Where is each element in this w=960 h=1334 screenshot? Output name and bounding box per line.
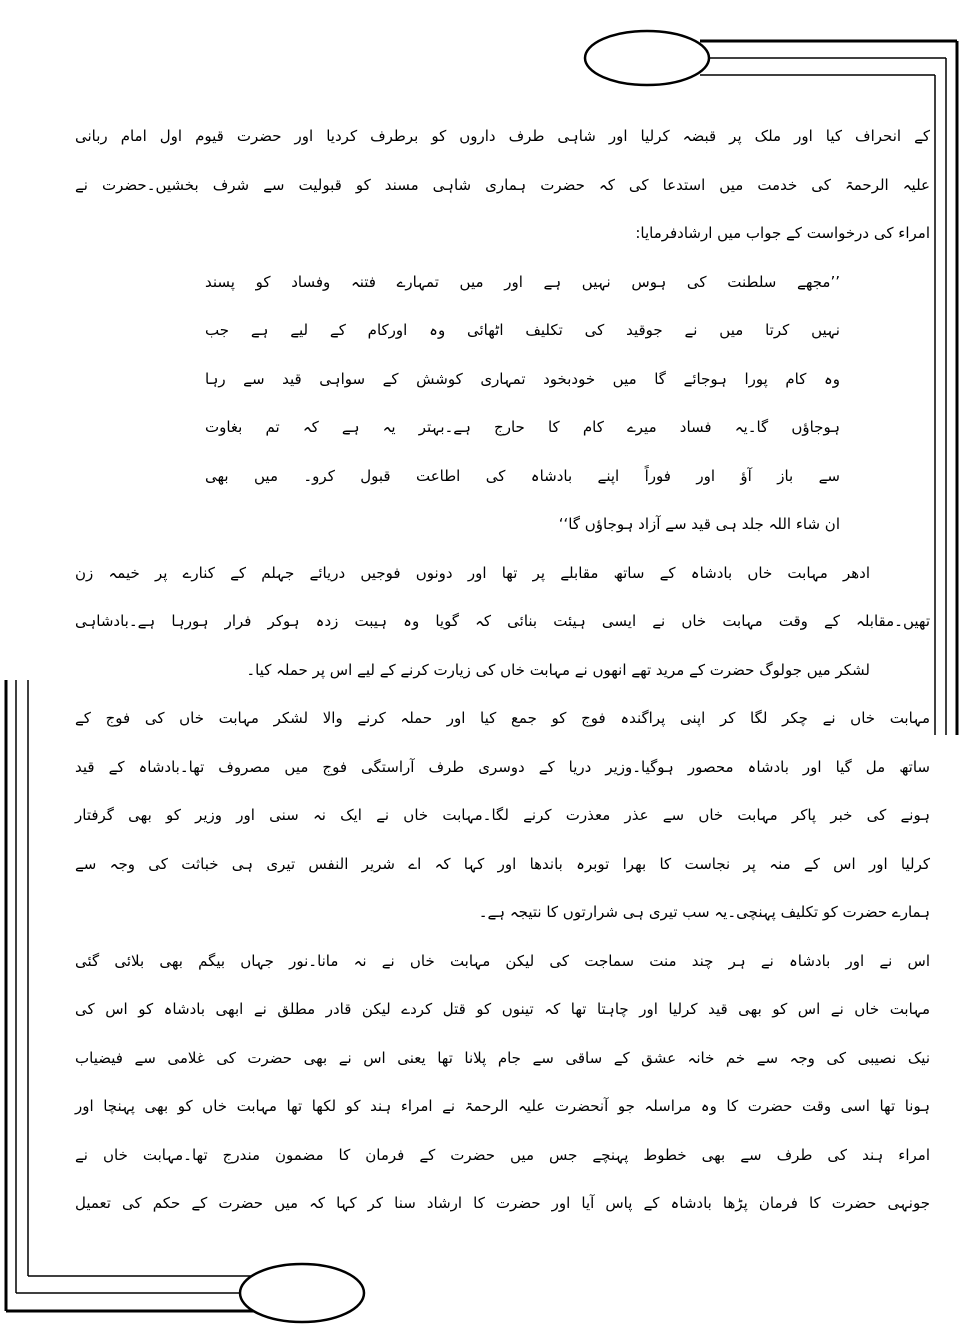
quote-line: وہ کام پورا ہوجائے گا میں خودبخود تمہاری کوشش کے سواہی قید سے رہا [205, 369, 840, 388]
text-line: امراء ہند کی طرف سے بھی خطوط پہنچے جس میں حضرت کے فرمان کا مضمون مندرج تھا۔مہابت خاں نے [75, 1145, 930, 1164]
text-line: نیک نصیبی کی وجہ سے خم خانہ عشق کے ساقی سے جام پلانا تھا یعنی اس نے بھی حضرت کی غلامی سے فیضیاب [75, 1048, 930, 1067]
text-line: امراء کی درخواست کے جواب میں ارشادفرمایا: [635, 224, 930, 242]
quote-line: نہیں کرتا میں نے جوقید کی تکلیف اٹھائی وہ اورکام کے لیے ہے جب [205, 321, 840, 339]
text-line: اس نے اور بادشاہ نے ہر چند منت سماجت کی لیکن مہابت خاں نے نہ مانا۔نور جہاں بیگم بھی بلائی گئی [75, 951, 930, 970]
text-line: مہابت خاں نے چکر لگا کر اپنی پراگندہ فوج کو جمع کیا اور حملہ کرنے والا لشکر مہابت خاں کی فوج کے [75, 709, 930, 727]
text-line: مہابت خاں نے اس کو بھی قید کرلیا اور چاہتا تھا کہ تینوں کو قتل کردے لیکن قادر مطلق نے ابھی بادشاہ کو اس کی [75, 1000, 930, 1018]
text-line: تھیں۔مقابلہ کے وقت مہابت خاں نے ایسی ہیئت بنائی کہ گویا وہ ہیبت زدہ ہوکر فرار ہورہا ہے۔بادشاہی [75, 612, 930, 630]
text-line: ہونے کی خبر پاکر مہابت خاں سے عذر معذرت کرنے لگا۔مہابت خاں نے ایک نہ سنی اور وزیر کو بھی گرفتار [75, 806, 930, 824]
quote-line: ’’مجھے سلطنت کی ہوس نہیں ہے اور میں تمہارے فتنہ وفساد کو پسند [205, 272, 840, 291]
page-body [75, 112, 930, 1228]
text-line: ساتھ مل گیا اور بادشاہ محصور ہوگیا۔وزیر دریا کے دوسری طرف آراستگی فوج میں مصروف تھا۔بادشاہ کے قید [75, 757, 930, 776]
text-line: علیہ الرحمۃ کی خدمت میں استدعا کی کہ حضرت ہماری شاہی مسند کو قبولیت سے شرف بخشیں۔حضرت نے [75, 175, 930, 194]
quote-line: سے باز آؤ اور فوراً اپنے بادشاہ کی اطاعت قبول کرو۔ میں بھی [205, 466, 840, 485]
text-line: کرلیا اور اس کے منہ پر نجاست کا بھرا توبرہ باندھا اور کہا کہ اے شریر النفس تیری ہی خباثت کی وجہ سے [75, 854, 930, 873]
text-line: جونہی حضرت کا فرمان پڑھا بادشاہ کے پاس آیا اور حضرت کا ارشاد سنا کر کہا کہ میں حضرت کے حکم کی تعمیل [75, 1194, 930, 1212]
text-line: ہمارے حضرت کو تکلیف پہنچی۔یہ سب تیری ہی شرارتوں کا نتیجہ ہے۔ [478, 903, 930, 921]
text-line: لشکر میں جولوگ حضرت کے مرید تھے انھوں نے مہابت خاں کی زیارت کرنے کے لیے اس پر حملہ کیا۔ [246, 660, 870, 679]
quote-line: ہوجاؤں گا۔یہ فساد میرے کام کا حارج ہے۔بہتر یہ ہے کہ تم بغاوت [205, 418, 840, 436]
text-line: ادھر مہابت خاں بادشاہ کے ساتھ مقابلے پر تھا اور دونوں فوجیں دریائے جہلم کے کنارے پر خیمہ زن [75, 563, 870, 582]
quote-line: ان شاء اللہ جلد ہی قید سے آزاد ہوجاؤں گا‘‘ [558, 515, 840, 533]
text-line: ہونا تھا اسی وقت حضرت کا وہ مراسلہ جو آنحضرت علیہ الرحمۃ نے امراء ہند کو لکھا تھا مہابت خاں کو بھی پہنچا اور [75, 1097, 930, 1115]
quotation-block [205, 258, 840, 549]
text-line: کے انحراف کیا اور ملک پر قبضہ کرلیا اور شاہی طرف داروں کو برطرف کردیا اور حضرت قیوم اول امام ربانی [75, 127, 930, 145]
